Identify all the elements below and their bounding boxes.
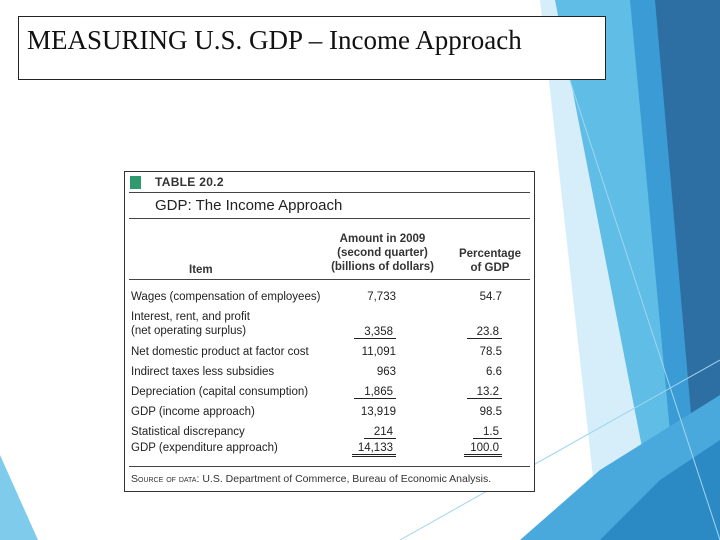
row-amount: 963 xyxy=(376,366,396,378)
row-amount: 7,733 xyxy=(367,291,396,303)
deco-light-shard-left xyxy=(0,455,38,540)
rule-title xyxy=(129,218,530,219)
row-item: Depreciation (capital consumption) xyxy=(131,386,309,398)
source-text: U.S. Department of Commerce, Bureau of Economic Analysis. xyxy=(202,473,492,485)
row-percentage: 1.5 xyxy=(473,426,502,439)
source-label: Source of data: xyxy=(131,473,200,485)
table-header xyxy=(125,172,534,224)
row-percentage: 13.2 xyxy=(467,386,502,399)
table-row xyxy=(125,441,534,461)
row-amount: 13,919 xyxy=(360,406,396,418)
row-percentage: 100.0 xyxy=(464,442,502,457)
table-label: TABLE 20.2 xyxy=(155,175,224,189)
income-approach-table xyxy=(124,171,535,492)
row-amount: 1,865 xyxy=(354,386,396,399)
row-percentage: 6.6 xyxy=(486,366,502,378)
rule-bottom xyxy=(129,466,530,467)
rule-top xyxy=(129,192,530,193)
row-percentage: 98.5 xyxy=(479,406,502,418)
row-amount: 3,358 xyxy=(354,326,396,339)
table-row xyxy=(125,290,534,310)
column-header-amount: Amount in 2009 (second quarter) (billions of dollars) xyxy=(331,233,434,273)
column-header-percentage: Percentage of GDP xyxy=(458,248,521,274)
table-row xyxy=(125,405,534,425)
table-row xyxy=(125,385,534,405)
slide-title: MEASURING U.S. GDP – Income Approach xyxy=(27,25,522,55)
table-title: GDP: The Income Approach xyxy=(155,197,343,214)
slide-title-box xyxy=(18,16,606,80)
table-source xyxy=(131,473,491,485)
table-row xyxy=(125,345,534,365)
row-item: Indirect taxes less subsidies xyxy=(131,366,275,378)
row-item: Net domestic product at factor cost xyxy=(131,346,309,358)
row-item: GDP (income approach) xyxy=(131,406,255,418)
row-percentage: 23.8 xyxy=(467,326,502,339)
row-item: GDP (expenditure approach) xyxy=(131,442,278,454)
row-percentage: 54.7 xyxy=(479,291,502,303)
row-item: Statistical discrepancy xyxy=(131,426,245,438)
table-marker-icon xyxy=(130,176,141,189)
table-row xyxy=(125,365,534,385)
column-header-item: Item xyxy=(189,264,213,276)
row-amount: 14,133 xyxy=(352,442,396,457)
rule-columns xyxy=(129,279,530,280)
row-item: Wages (compensation of employees) xyxy=(131,291,321,303)
row-amount: 11,091 xyxy=(361,346,396,358)
row-amount: 214 xyxy=(364,426,396,439)
row-item: Interest, rent, and profit (net operating surplus) xyxy=(131,311,250,337)
row-percentage: 78.5 xyxy=(479,346,502,358)
table-row xyxy=(125,310,534,338)
